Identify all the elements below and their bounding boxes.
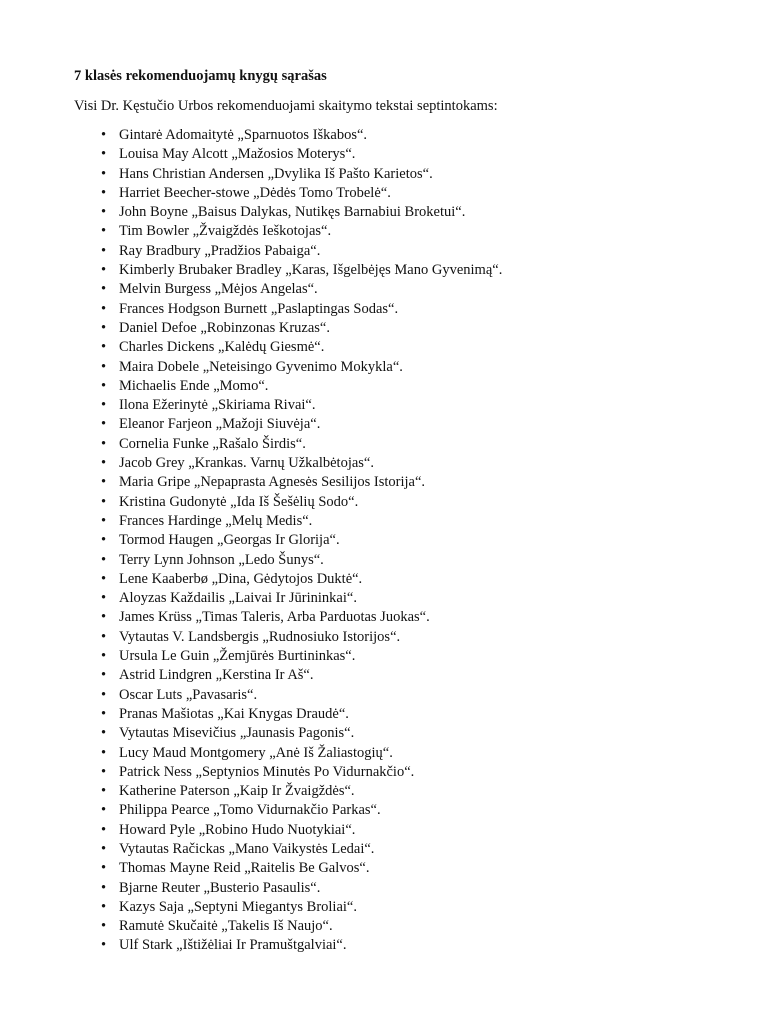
list-item	[74, 570, 708, 589]
bullet-icon: •	[101, 416, 107, 433]
bullet-icon: •	[101, 397, 107, 414]
book-entry-text: Tormod Haugen „Georgas Ir Glorija“.	[119, 532, 340, 549]
book-entry-text: Hans Christian Andersen „Dvylika Iš Pašto Karietos“.	[119, 165, 433, 182]
list-item	[74, 879, 708, 898]
book-entry-text: Ramutė Skučaitė „Takelis Iš Naujo“.	[119, 918, 333, 935]
bullet-icon: •	[101, 802, 107, 819]
bullet-icon: •	[101, 242, 107, 259]
book-entry-text: Gintarė Adomaitytė „Sparnuotos Iškabos“.	[119, 127, 368, 143]
bullet-icon: •	[101, 725, 107, 742]
list-item	[74, 705, 708, 724]
book-entry-text: Jacob Grey „Krankas. Varnų Užkalbėtojas“.	[119, 455, 374, 472]
list-item	[74, 184, 708, 203]
list-item	[74, 512, 708, 531]
bullet-icon: •	[101, 146, 107, 163]
bullet-icon: •	[101, 262, 107, 279]
book-entry-text: Charles Dickens „Kalėdų Giesmė“.	[119, 339, 325, 356]
book-entry-text: Bjarne Reuter „Busterio Pasaulis“.	[119, 879, 321, 896]
book-entry-text: Frances Hardinge „Melų Medis“.	[119, 512, 313, 529]
list-item	[74, 473, 708, 492]
bullet-icon: •	[101, 339, 107, 356]
list-item	[74, 319, 708, 338]
document-title: 7 klasės rekomenduojamų knygų sąrašas	[74, 68, 327, 84]
bullet-icon: •	[101, 281, 107, 298]
book-entry-text: Kazys Saja „Septyni Miegantys Broliai“.	[119, 898, 357, 915]
list-item	[74, 744, 708, 763]
list-item	[74, 300, 708, 319]
book-entry-text: Maira Dobele „Neteisingo Gyvenimo Mokykla“.	[119, 358, 403, 375]
book-entry-text: Eleanor Farjeon „Mažoji Siuvėja“.	[119, 416, 321, 433]
list-item	[74, 936, 708, 955]
list-item	[74, 782, 708, 801]
book-entry-text: Daniel Defoe „Robinzonas Kruzas“.	[119, 319, 330, 336]
book-entry-text: Vytautas Misevičius „Jaunasis Pagonis“.	[119, 725, 355, 742]
book-entry-text: Cornelia Funke „Rašalo Širdis“.	[119, 435, 306, 452]
bullet-icon: •	[101, 783, 107, 800]
list-item	[74, 242, 708, 261]
list-item	[74, 280, 708, 299]
book-entry-text: Thomas Mayne Reid „Raitelis Be Galvos“.	[119, 860, 370, 877]
bullet-icon: •	[101, 512, 107, 529]
bullet-icon: •	[101, 493, 107, 510]
book-entry-text: Lene Kaaberbø „Dina, Gėdytojos Duktė“.	[119, 570, 363, 587]
bullet-icon: •	[101, 377, 107, 394]
bullet-icon: •	[101, 821, 107, 838]
bullet-icon: •	[101, 455, 107, 472]
list-item	[74, 493, 708, 512]
list-item	[74, 859, 708, 878]
book-entry-text: Terry Lynn Johnson „Ledo Šunys“.	[119, 551, 324, 568]
bullet-icon: •	[101, 609, 107, 626]
bullet-icon: •	[101, 570, 107, 587]
list-item	[74, 666, 708, 685]
document-intro: Visi Dr. Kęstučio Urbos rekomenduojami skaitymo tekstai septintokams:	[74, 98, 498, 114]
bullet-icon: •	[101, 590, 107, 607]
book-list	[74, 126, 708, 956]
book-entry-text: Ulf Stark „Ištižėliai Ir Pramuštgalviai“.	[119, 937, 347, 954]
list-item	[74, 898, 708, 917]
bullet-icon: •	[101, 127, 107, 143]
list-item	[74, 222, 708, 241]
list-item	[74, 608, 708, 627]
bullet-icon: •	[101, 358, 107, 375]
bullet-icon: •	[101, 879, 107, 896]
list-item	[74, 551, 708, 570]
list-item	[74, 840, 708, 859]
bullet-icon: •	[101, 474, 107, 491]
book-entry-text: Lucy Maud Montgomery „Anė Iš Žaliastogių“.	[119, 744, 393, 761]
list-item	[74, 647, 708, 666]
bullet-icon: •	[101, 686, 107, 703]
list-item	[74, 589, 708, 608]
book-entry-text: Howard Pyle „Robino Hudo Nuotykiai“.	[119, 821, 356, 838]
book-entry-text: Kristina Gudonytė „Ida Iš Šešėlių Sodo“.	[119, 493, 359, 510]
list-item	[74, 917, 708, 936]
list-item	[74, 126, 708, 145]
bullet-icon: •	[101, 840, 107, 857]
list-item	[74, 454, 708, 473]
bullet-icon: •	[101, 860, 107, 877]
book-entry-text: Kimberly Brubaker Bradley „Karas, Išgelbėjęs Mano Gyvenimą“.	[119, 262, 503, 279]
list-item	[74, 338, 708, 357]
bullet-icon: •	[101, 628, 107, 645]
bullet-icon: •	[101, 435, 107, 452]
book-entry-text: Melvin Burgess „Mėjos Angelas“.	[119, 281, 318, 298]
book-entry-text: Ilona Ežerinytė „Skiriama Rivai“.	[119, 397, 316, 414]
book-entry-text: Louisa May Alcott „Mažosios Moterys“.	[119, 146, 356, 163]
bullet-icon: •	[101, 898, 107, 915]
bullet-icon: •	[101, 744, 107, 761]
book-entry-text: Vytautas Račickas „Mano Vaikystės Ledai“.	[119, 840, 375, 857]
list-item	[74, 377, 708, 396]
list-item	[74, 358, 708, 377]
bullet-icon: •	[101, 204, 107, 221]
list-item	[74, 415, 708, 434]
list-item	[74, 435, 708, 454]
book-entry-text: Pranas Mašiotas „Kai Knygas Draudė“.	[119, 705, 349, 722]
list-item	[74, 686, 708, 705]
list-item	[74, 396, 708, 415]
bullet-icon: •	[101, 551, 107, 568]
book-entry-text: Oscar Luts „Pavasaris“.	[119, 686, 258, 703]
book-entry-text: Astrid Lindgren „Kerstina Ir Aš“.	[119, 667, 314, 684]
book-entry-text: Philippa Pearce „Tomo Vidurnakčio Parkas“.	[119, 802, 381, 819]
bullet-icon: •	[101, 532, 107, 549]
bullet-icon: •	[101, 763, 107, 780]
list-item	[74, 531, 708, 550]
book-entry-text: Frances Hodgson Burnett „Paslaptingas Sodas“.	[119, 300, 399, 317]
book-entry-text: Vytautas V. Landsbergis „Rudnosiuko Istorijos“.	[119, 628, 401, 645]
list-item	[74, 261, 708, 280]
book-entry-text: Tim Bowler „Žvaigždės Ieškotojas“.	[119, 223, 332, 240]
book-entry-text: Maria Gripe „Nepaprasta Agnesės Sesilijos Istorija“.	[119, 474, 426, 491]
bullet-icon: •	[101, 918, 107, 935]
list-item	[74, 724, 708, 743]
list-item	[74, 145, 708, 164]
list-item	[74, 628, 708, 647]
book-entry-text: Ray Bradbury „Pradžios Pabaiga“.	[119, 242, 321, 259]
bullet-icon: •	[101, 165, 107, 182]
book-entry-text: Harriet Beecher-stowe „Dėdės Tomo Trobelė“.	[119, 184, 391, 201]
book-entry-text: Katherine Paterson „Kaip Ir Žvaigždės“.	[119, 783, 355, 800]
bullet-icon: •	[101, 705, 107, 722]
bullet-icon: •	[101, 300, 107, 317]
list-item	[74, 801, 708, 820]
book-entry-text: James Krüss „Timas Taleris, Arba Parduotas Juokas“.	[119, 609, 430, 626]
bullet-icon: •	[101, 223, 107, 240]
book-entry-text: Aloyzas Každailis „Laivai Ir Jūrininkai“.	[119, 590, 357, 607]
book-entry-text: Michaelis Ende „Momo“.	[119, 377, 269, 394]
bullet-icon: •	[101, 667, 107, 684]
list-item	[74, 763, 708, 782]
list-item	[74, 821, 708, 840]
bullet-icon: •	[101, 937, 107, 954]
list-item	[74, 165, 708, 184]
book-entry-text: Patrick Ness „Septynios Minutės Po Vidurnakčio“.	[119, 763, 415, 780]
bullet-icon: •	[101, 319, 107, 336]
bullet-icon: •	[101, 184, 107, 201]
bullet-icon: •	[101, 648, 107, 665]
list-item	[74, 203, 708, 222]
book-entry-text: Ursula Le Guin „Žemjūrės Burtininkas“.	[119, 648, 356, 665]
book-entry-text: John Boyne „Baisus Dalykas, Nutikęs Barnabiui Broketui“.	[119, 204, 466, 221]
